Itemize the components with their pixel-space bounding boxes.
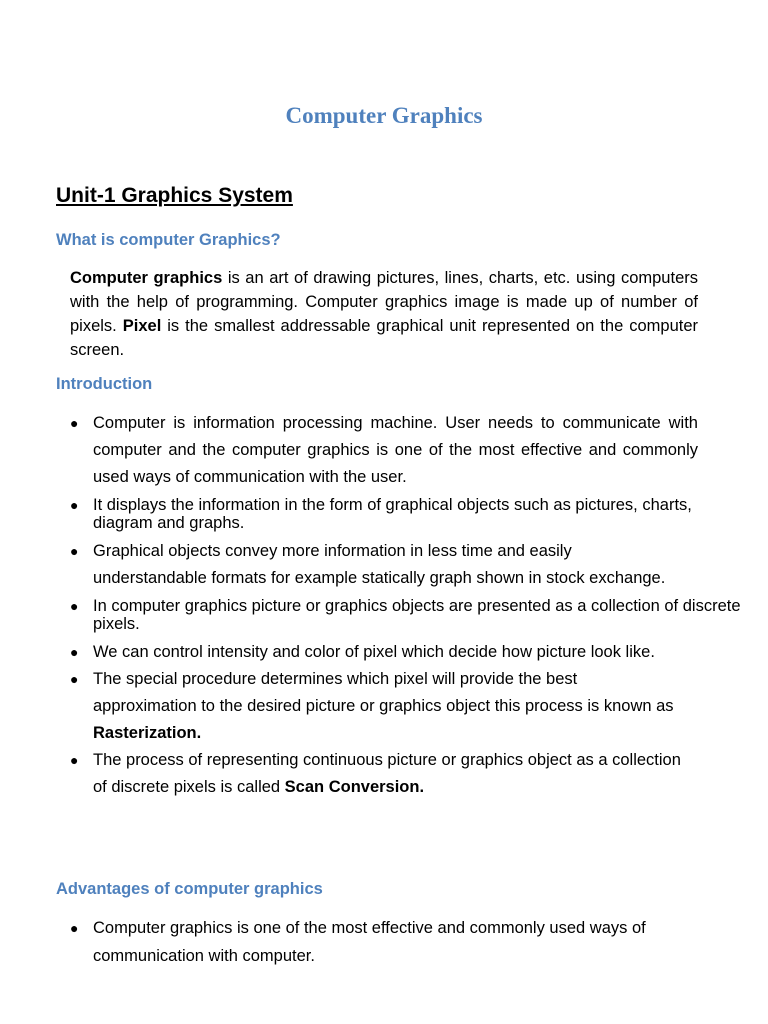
list-item [70,496,750,532]
bullet-icon: ● [70,920,79,936]
list-item [70,747,693,801]
list-item-text: The special procedure determines which pixel will provide the best approximation to the desired picture or graphics object this process is known as [93,670,674,715]
list-item-text: Computer graphics is one of the most effective and commonly used ways of communication with computer. [93,919,646,965]
bullet-icon: ● [70,543,79,559]
bullet-icon: ● [70,671,79,687]
definition-text-1: is an art of drawing pictures, lines, charts, etc. using computers with the help of programming. Computer graphics image is made up of number of pixels. [70,269,698,335]
list-item [70,639,750,666]
list-item [70,538,683,592]
definition-paragraph [70,266,698,362]
list-item-text: The process of representing continuous picture or graphics object as a collection of discrete pixels is called [93,751,681,796]
list-item [70,597,750,633]
list-item-text: Computer is information processing machine. User needs to communicate with computer and the computer graphics is one of the most effective and commonly used ways of communication with the user. [93,414,698,486]
list-item-text: It displays the information in the form of graphical objects such as pictures, charts, diagram and graphs. [93,496,692,532]
list-item-text: Graphical objects convey more information in less time and easily understandable formats for example statically graph shown in stock exchange. [93,542,666,587]
introduction-list [70,410,750,801]
term-scan-conversion: Scan Conversion. [284,778,425,796]
list-item [70,914,663,970]
bullet-icon: ● [70,415,79,431]
bullet-icon: ● [70,752,79,768]
definition-text-2: is the smallest addressable graphical unit represented on the computer screen. [70,317,698,359]
list-item-text: We can control intensity and color of pixel which decide how picture look like. [93,643,655,661]
list-item-text: In computer graphics picture or graphics objects are presented as a collection of discrete pixels. [93,597,741,633]
list-item [70,666,683,747]
document-title: Computer Graphics [285,103,483,128]
term-pixel: Pixel [122,317,162,335]
section-heading-introduction: Introduction [56,375,153,393]
section-heading-advantages: Advantages of computer graphics [56,880,323,898]
section-heading-what-is: What is computer Graphics? [56,231,281,249]
term-computer-graphics: Computer graphics [70,269,223,287]
advantages-list [70,914,710,970]
bullet-icon: ● [70,644,79,660]
term-rasterization: Rasterization. [93,724,202,742]
bullet-icon: ● [70,598,79,614]
bullet-icon: ● [70,497,79,513]
unit-heading: Unit-1 Graphics System [56,184,293,207]
list-item [70,410,698,491]
